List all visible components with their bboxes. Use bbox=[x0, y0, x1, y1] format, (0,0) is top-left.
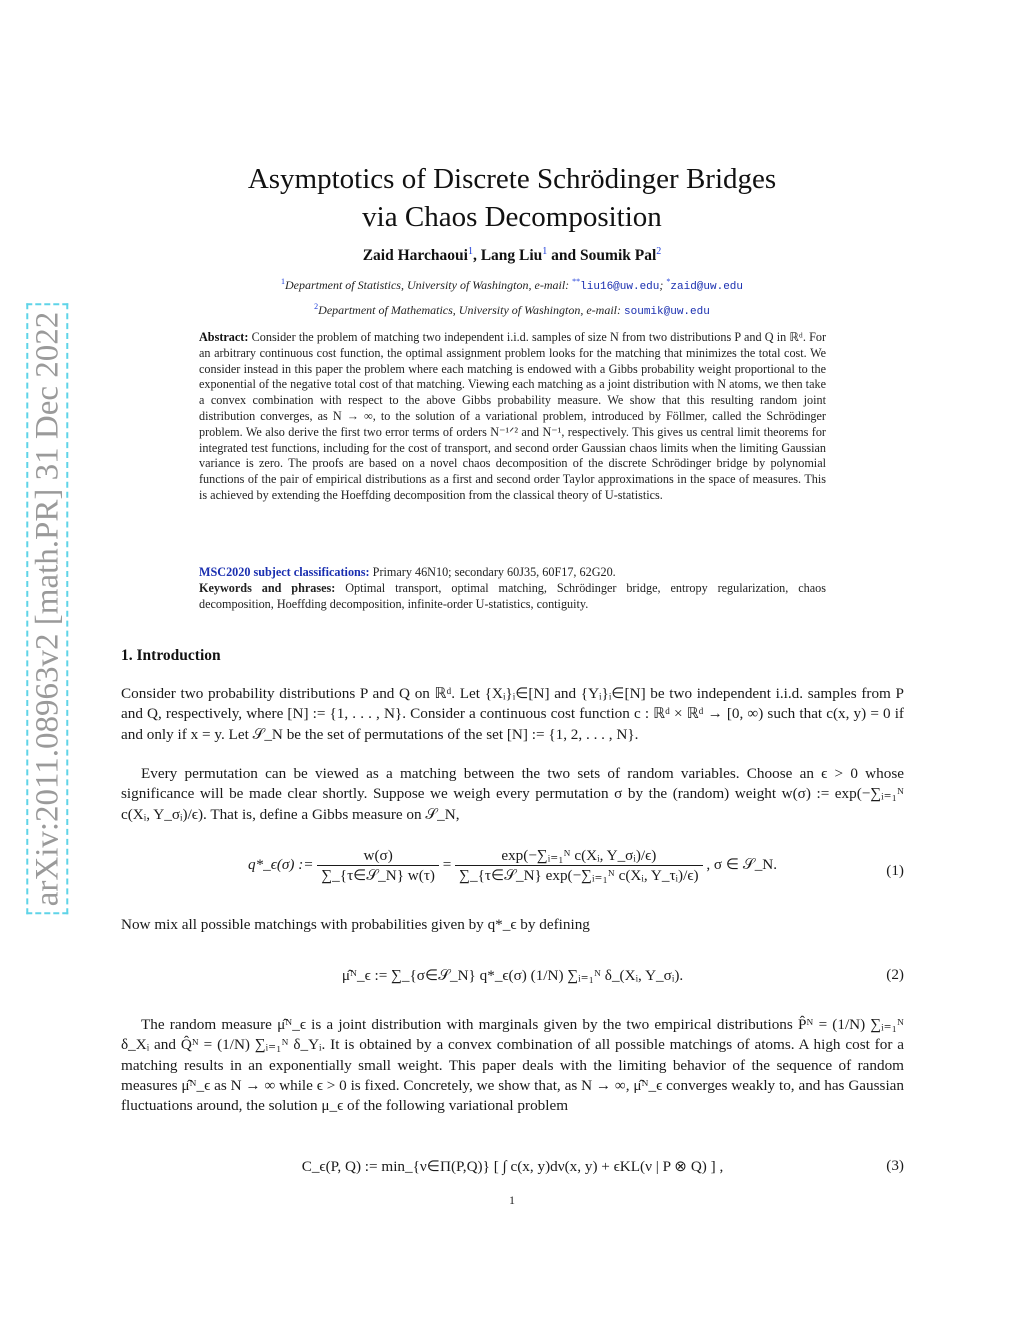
title-line-2: via Chaos Decomposition bbox=[362, 201, 662, 233]
affiliation-text: Department of Statistics, University of Washington, e-mail: bbox=[284, 278, 573, 292]
arxiv-identifier[interactable]: arXiv:2011.08963v2 [math.PR] 31 Dec 2022 bbox=[26, 304, 68, 915]
equation-body: μ̂ᴺ_ϵ := ∑_{σ∈𝒮_N} q*_ϵ(σ) (1/N) ∑ᵢ₌₁ᴺ δ_(Xᵢ, Y_σᵢ). bbox=[341, 967, 684, 984]
affiliation-text: Department of Mathematics, University of Washington, e-mail: bbox=[318, 303, 625, 317]
page-number: 1 bbox=[509, 1193, 515, 1207]
title-line-1: Asymptotics of Discrete Schrödinger Bridges bbox=[247, 163, 777, 195]
msc-link[interactable]: MSC2020 subject classifications: bbox=[199, 565, 370, 579]
paragraph: Every permutation can be viewed as a matching between the two sets of random variables. Choose an ϵ > 0 whose significance will be made clear shortly. Suppose we weigh every permutation σ by the (random) weight w(σ) := exp(−∑ᵢ₌₁ᴺ c(Xᵢ, Y_σᵢ)/ϵ). That is, define a Gibbs measure on 𝒮_N, bbox=[121, 765, 904, 823]
equation-lhs: q*_ϵ(σ) := bbox=[247, 855, 314, 873]
paragraph: Consider two probability distributions P and Q on ℝᵈ. Let {Xᵢ}ᵢ∈[N] and {Yᵢ}ᵢ∈[N] be two independent i.i.d. samples from P and Q, respectively, where [N] := {1, . . . , N}. Consider a continuous cost function c : ℝᵈ × ℝᵈ → [0, ∞) such that c(x, y) = 0 if and only if x = y. Let 𝒮_N be the set of permutations of the set [N] := {1, 2, . . . , N}. bbox=[121, 685, 904, 743]
affiliation-mark: 1 bbox=[280, 277, 285, 286]
abstract bbox=[199, 330, 826, 504]
equation-body bbox=[121, 846, 904, 885]
affiliation-link[interactable]: 2 bbox=[656, 246, 662, 257]
equation-2 bbox=[121, 962, 904, 1002]
denominator: ∑_{τ∈𝒮_N} w(τ) bbox=[317, 865, 439, 885]
equation-3 bbox=[121, 1152, 904, 1186]
paper-title bbox=[0, 160, 1024, 236]
numerator: exp(−∑ᵢ₌₁ᴺ c(Xᵢ, Y_σᵢ)/ϵ) bbox=[501, 847, 657, 864]
keywords-line bbox=[199, 581, 826, 613]
msc-codes: Primary 46N10; secondary 60J35, 60F17, 62G20. bbox=[369, 565, 616, 579]
author-name: Soumik Pal bbox=[580, 247, 657, 265]
email-link[interactable]: zaid@uw.edu bbox=[670, 281, 744, 293]
equals-sign: = bbox=[442, 855, 452, 873]
paragraph: Now mix all possible matchings with probabilities given by q*_ϵ by defining bbox=[121, 916, 590, 933]
equation-tail: , σ ∈ 𝒮_N. bbox=[706, 855, 778, 873]
arxiv-side-stamp[interactable] bbox=[27, 294, 67, 924]
classification-block bbox=[199, 565, 826, 612]
keywords-text: Optimal transport, optimal matching, Schrödinger bridge, entropy regularization, chaos decomposition, Hoeffding decomposition, infinite-order U-statistics, contiguity. bbox=[199, 580, 826, 611]
affiliation-mark: 2 bbox=[314, 302, 319, 311]
email-link[interactable]: soumik@uw.edu bbox=[624, 306, 710, 318]
email-link[interactable]: liu16@uw.edu bbox=[580, 281, 660, 293]
abstract-label: Abstract: bbox=[199, 330, 249, 344]
email-separator: ; bbox=[659, 278, 667, 292]
equation-number: (1) bbox=[886, 862, 904, 879]
affiliation-2 bbox=[0, 302, 1024, 318]
author-separator: and bbox=[547, 247, 581, 265]
affiliation-link[interactable]: 1 bbox=[467, 246, 473, 257]
author-name: Zaid Harchaoui bbox=[362, 247, 468, 265]
author-separator: , bbox=[472, 247, 481, 265]
numerator: w(σ) bbox=[363, 846, 393, 864]
denominator: ∑_{τ∈𝒮_N} exp(−∑ᵢ₌₁ᴺ c(Xᵢ, Y_τᵢ)/ϵ) bbox=[455, 865, 702, 885]
affiliation-link[interactable]: 1 bbox=[542, 246, 548, 257]
affiliation-1 bbox=[0, 277, 1024, 293]
equation-body: C_ϵ(P, Q) := min_{ν∈Π(P,Q)} [ ∫ c(x, y)dν(x, y) + ϵKL(ν | P ⊗ Q) ] , bbox=[301, 1158, 724, 1175]
equation-number: (3) bbox=[886, 1157, 904, 1174]
equation-number: (2) bbox=[886, 966, 904, 983]
email-mark: ** bbox=[572, 277, 581, 286]
author-name: Lang Liu bbox=[480, 247, 543, 265]
fraction bbox=[455, 846, 702, 885]
author-list bbox=[0, 246, 1024, 265]
fraction bbox=[317, 847, 439, 885]
paragraph: The random measure μ̂ᴺ_ϵ is a joint distribution with marginals given by the two empirical distributions P̂ᴺ = (1/N) ∑ᵢ₌₁ᴺ δ_Xᵢ and Q̂ᴺ = (1/N) ∑ᵢ₌₁ᴺ δ_Yᵢ. It is obtained by a convex combination of all possible matchings of atoms. A high cost for a matching results in an exponentially small weight. This paper deals with the limiting behavior of the sequence of random measures μ̂ᴺ_ϵ as N → ∞ while ϵ > 0 is fixed. Concretely, we show that, as N → ∞, μ̂ᴺ_ϵ converges weakly to, and has Gaussian fluctuations around, the solution μ_ϵ of the following variational problem bbox=[121, 1016, 904, 1115]
equation-1 bbox=[121, 840, 904, 904]
section-heading: 1. Introduction bbox=[121, 647, 221, 664]
keywords-label: Keywords and phrases: bbox=[199, 580, 336, 595]
email-mark: * bbox=[666, 277, 671, 286]
abstract-text: Consider the problem of matching two independent i.i.d. samples of size N from two distributions P and Q in ℝᵈ. For an arbitrary continuous cost function, the optimal assignment problem looks for the matching that minimizes the total cost. We consider instead in this paper the problem where each matching is endowed with a Gibbs probability weight proportional to the exponential of the negative total cost of that matching. Viewing each matching as a joint distribution with N atoms, we then take a convex combination with respect to the above Gibbs probability measure. We show that this resulting random joint distribution converges, as N → ∞, to the solution of a variational problem, introduced by Föllmer, called the Schrödinger problem. We also derive the first two error terms of orders N⁻¹ᐟ² and N⁻¹, respectively. This gives us central limit theorems for integrated test functions, including for the cost of transport, and second order Gaussian chaos limits when the limiting Gaussian variance is zero. The proofs are based on a novel chaos decomposition of the discrete Schrödinger bridge by polynomial functions of the pair of empirical distributions as a first and second order Taylor approximations in the space of measures. This is achieved by extending the Hoeffding decomposition from the classical theory of U-statistics. bbox=[199, 330, 827, 502]
msc-line bbox=[199, 565, 826, 581]
